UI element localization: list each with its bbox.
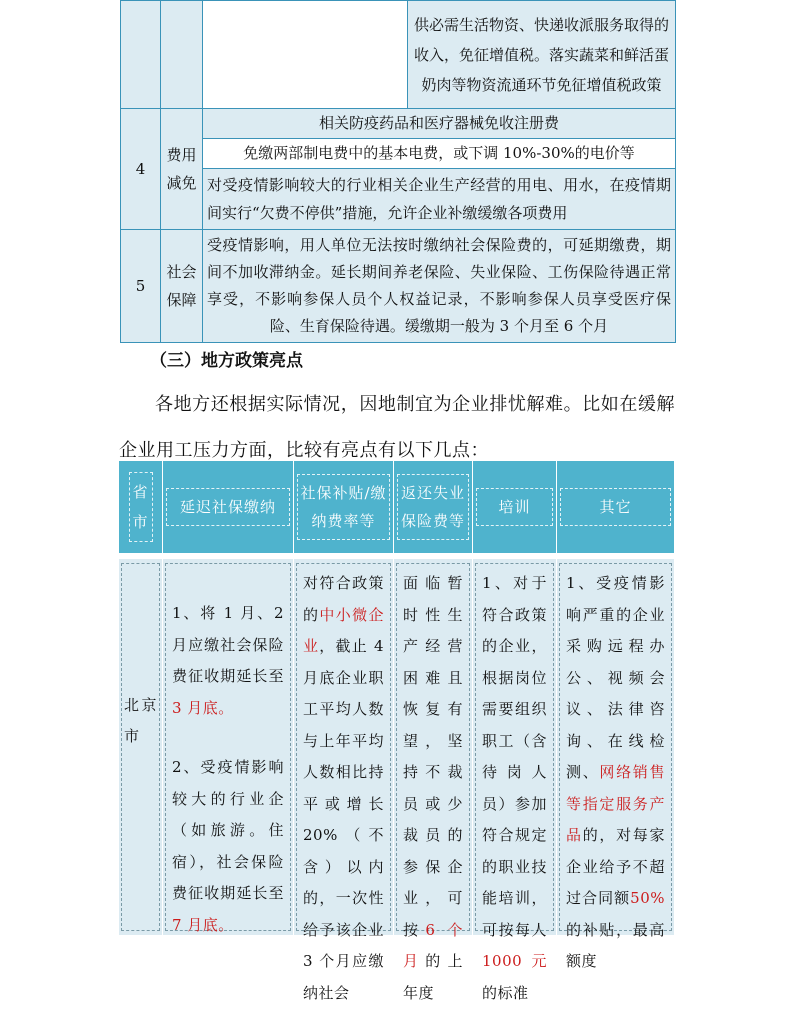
policy-table-top: [120, 0, 676, 343]
subsidy-text-2: ，截止 4 月底企业职工平均人数与上年平均人数相比持平或增长 20%（不含）以内的，一次性给予该企业 3 个月应缴纳社会: [303, 637, 384, 1002]
table-cell-empty: [203, 1, 408, 109]
body-paragraph: 各地方还根据实际情况，因地制宜为企业排忧解难。比如在缓解企业用工压力方面，比较有亮点有以下几点：: [119, 394, 675, 461]
delay-highlight-2: 7 月底。: [172, 915, 234, 934]
table-cell-no: [121, 1, 161, 109]
table-cell-no: [121, 109, 161, 230]
table-row: [121, 1, 676, 109]
cell-refund: [394, 559, 473, 1002]
header-delay-social-insurance: 延迟社保缴纳: [163, 461, 294, 553]
other-highlight: 网络销售等指定服务产品: [566, 763, 665, 844]
table-cell-category: [161, 230, 203, 343]
cell-province: [119, 559, 163, 935]
table-cell-category: [161, 109, 203, 230]
other-text-2: 的，对每家企业给予不超过合同额: [566, 826, 665, 907]
subsidy-text: 对符合政策的: [303, 574, 384, 624]
cell-text: 供必需生活物资、快递收派服务取得的收入，免征增值税。落实蔬菜和鲜活蛋奶肉等物资流通环节免征增值税政策: [413, 15, 669, 94]
other-highlight-2: 50%: [630, 889, 665, 907]
row-number: 4: [135, 159, 146, 178]
table-cell-content: [203, 169, 676, 230]
local-policy-table: [119, 461, 675, 1002]
subsidy-highlight: 中小微企业: [303, 605, 384, 655]
header-other: 其它: [557, 461, 675, 553]
section-heading: （三）地方政策亮点: [150, 351, 303, 371]
delay-highlight-1: 3 月底。: [172, 698, 234, 717]
category-label: 费用减免: [166, 146, 197, 192]
cell-other: [557, 559, 675, 970]
refund-highlight: 6 个月: [403, 920, 463, 970]
header-training: 培训: [473, 461, 557, 553]
training-text-2: 的标准: [482, 983, 529, 1002]
table-row: [121, 169, 676, 230]
other-text: 1、受疫情影响严重的企业采购远程办公、视频会议、法律咨询、在线检测、: [566, 574, 665, 781]
row-number: 5: [135, 276, 146, 295]
header-subsidy: 社保补贴/缴纳费率等: [294, 461, 394, 553]
header-refund: 返还失业保险费等: [394, 461, 473, 553]
table-cell-content: [203, 109, 676, 139]
table-row: [121, 139, 676, 169]
table-row: [121, 230, 676, 343]
cell-text: 对受疫情影响较大的行业相关企业生产经营的用电、用水，在疫情期间实行“欠费不停供”措施，允许企业补缴缓缴各项费用: [207, 176, 671, 222]
cell-training: [473, 559, 557, 1002]
cell-text: 免缴两部制电费中的基本电费，或下调 10%-30%的电价等: [243, 144, 635, 162]
cell-subsidy: [294, 559, 394, 1002]
refund-text-2: 的上年度: [403, 952, 463, 1002]
training-text: 1、对于符合政策的企业，根据岗位需要组织职工（含待岗人员）参加符合规定的职业技能培训，可按每人: [482, 574, 547, 939]
cell-delay-social-insurance: [163, 559, 294, 935]
category-label: 社会保障: [166, 263, 197, 309]
table-row-beijing: [119, 559, 675, 935]
header-province: 省市: [119, 461, 163, 553]
training-highlight: 1000 元: [482, 952, 547, 970]
table-cell-content: [408, 1, 676, 109]
other-text-3: 的补贴，最高额度: [566, 920, 665, 970]
delay-text-1: 1、将 1 月、2 月应缴社会保险费征收期延长至: [172, 604, 284, 685]
refund-text: 面临暂时性生产经营困难且恢复有望，坚持不裁员或少裁员的参保企业，可按: [403, 574, 463, 939]
table-cell-content: [203, 139, 676, 169]
table-cell-content: [203, 230, 676, 343]
cell-text: 相关防疫药品和医疗器械免收注册费: [318, 114, 559, 132]
table-cell-no: [121, 230, 161, 343]
cell-text: 受疫情影响，用人单位无法按时缴纳社会保险费的，可延期缴费，期间不加收滞纳金。延长期间养老保险、失业保险、工伤保险待遇正常享受，不影响参保人员个人权益记录，不影响参保人员享受医疗保险、生育保险待遇。缓缴期一般为 3 个月至 6 个月: [207, 236, 671, 335]
table-row: [121, 109, 676, 139]
delay-text-2: 2、受疫情影响较大的行业企（如旅游。住宿），社会保险费征收期延长至: [172, 758, 284, 902]
province-name: 北京市: [124, 696, 157, 745]
table-header-row: [119, 461, 675, 553]
table-cell-category: [161, 1, 203, 109]
